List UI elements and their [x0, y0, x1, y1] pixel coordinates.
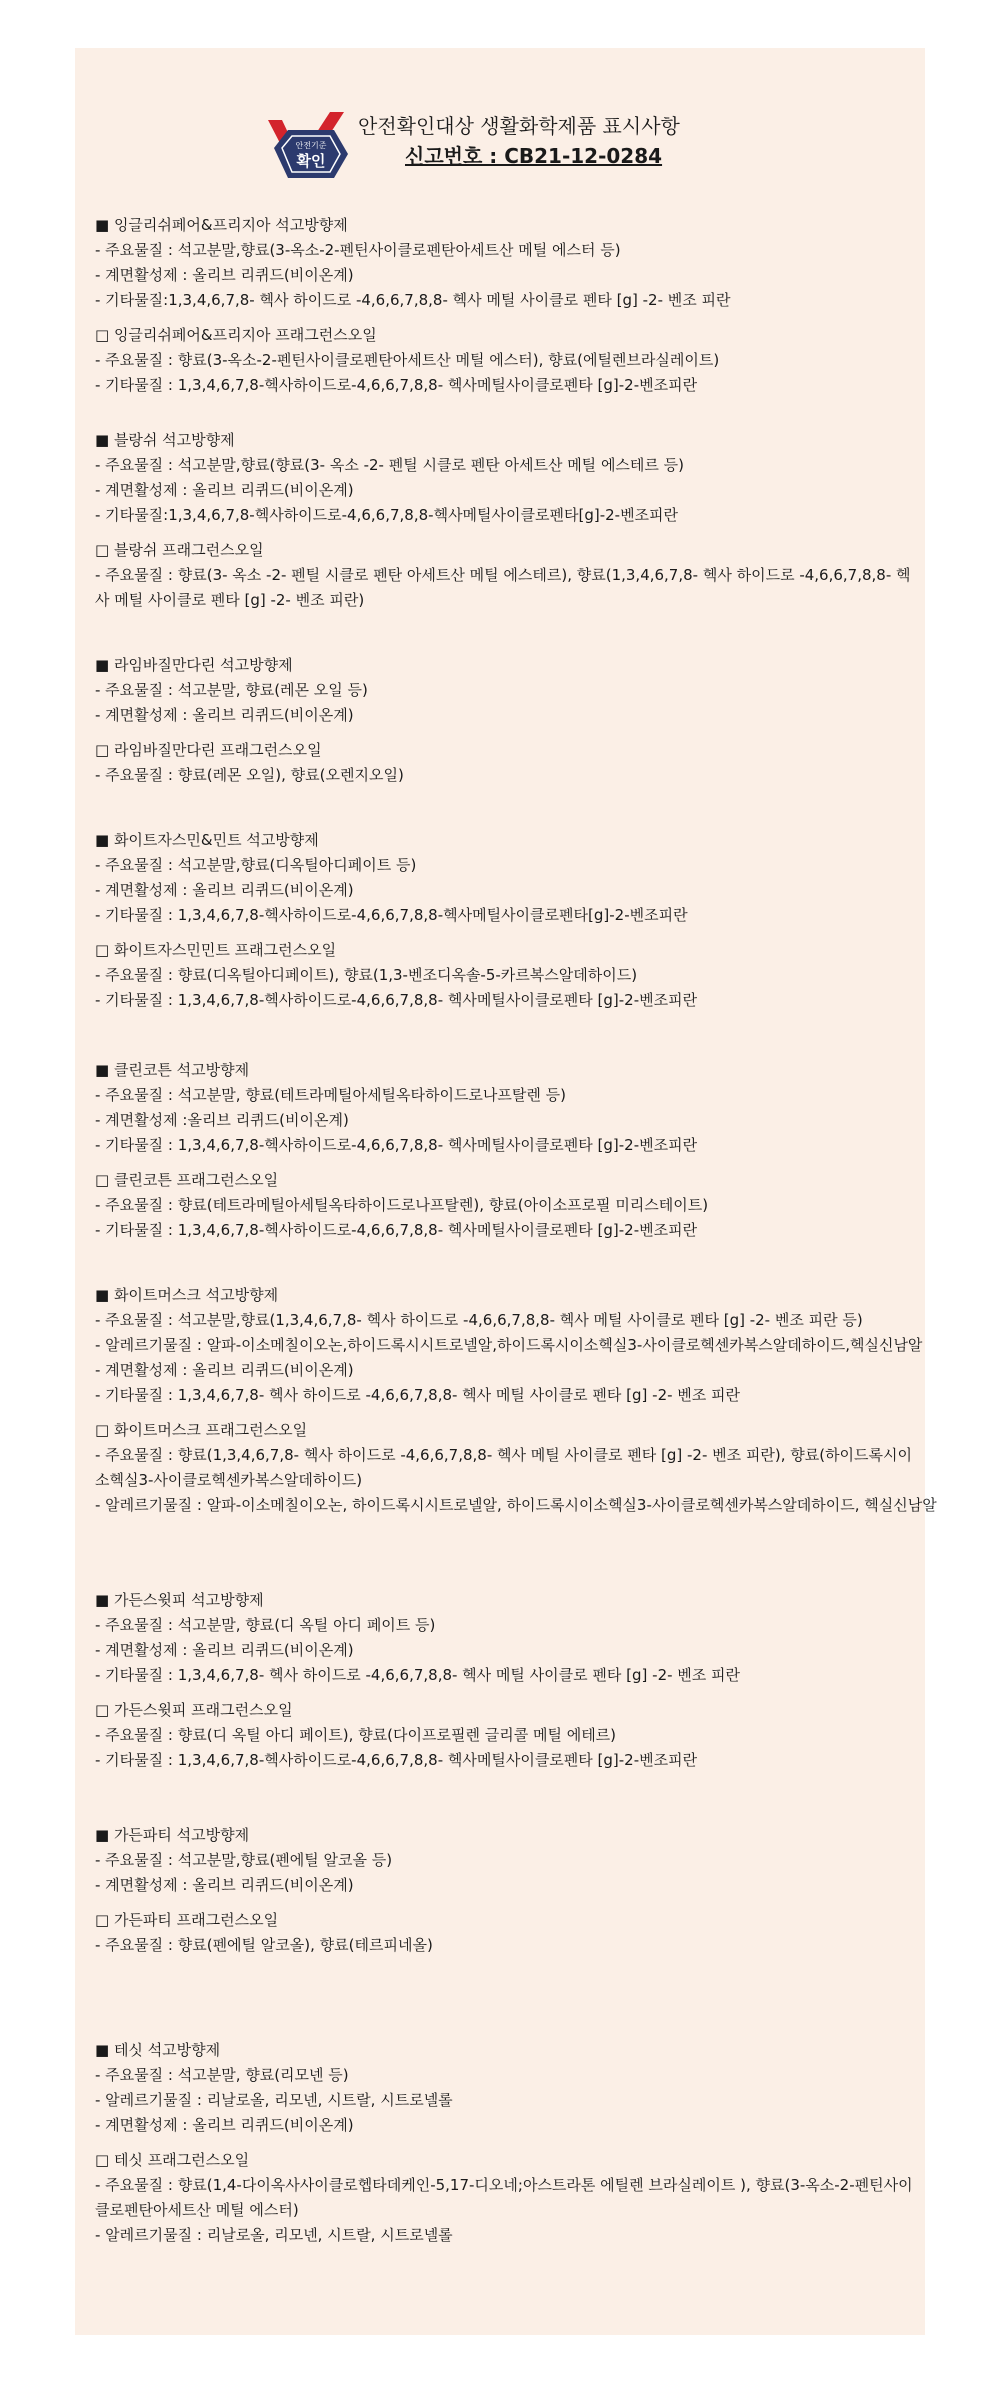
- ingredient-line: - 기타물질 : 1,3,4,6,7,8-헥사하이드로-4,6,6,7,8,8- 헥사메틸사이클로펜타 [g]-2-벤조피란: [95, 1136, 698, 1154]
- product-section: [95, 213, 915, 398]
- product-section: [95, 653, 915, 788]
- ingredient-line: - 주요물질 : 향료(3- 옥소 -2- 펜틸 시클로 펜탄 아세트산 메틸 에스테르), 향료(1,3,4,6,7,8- 헥사 하이드로 -4,6,6,7,8,8- 헥사 메틸 사이클로 펜타 [g] -2- 벤조 피란): [95, 566, 911, 609]
- product-title: ■ 블랑쉬 석고방향제: [95, 431, 235, 449]
- product-section: [95, 1283, 937, 1518]
- ingredient-line: - 기타물질 : 1,3,4,6,7,8- 헥사 하이드로 -4,6,6,7,8,8- 헥사 메틸 사이클로 펜타 [g] -2- 벤조 피란: [95, 1386, 741, 1404]
- ingredient-line: - 계면활성제 : 올리브 리퀴드(비이온계): [95, 1876, 354, 1894]
- ingredient-line: - 주요물질 : 석고분말, 향료(디 옥틸 아디 페이트 등): [95, 1616, 436, 1634]
- product-section: [95, 1823, 915, 1958]
- ingredient-line: - 기타물질:1,3,4,6,7,8- 헥사 하이드로 -4,6,6,7,8,8- 헥사 메틸 사이클로 펜타 [g] -2- 벤조 피란: [95, 291, 731, 309]
- ingredient-line: - 주요물질 : 석고분말,향료(디옥틸아디페이트 등): [95, 856, 417, 874]
- ingredient-line: - 주요물질 : 석고분말,향료(1,3,4,6,7,8- 헥사 하이드로 -4,6,6,7,8,8- 헥사 메틸 사이클로 펜타 [g] -2- 벤조 피란 등): [95, 1311, 863, 1329]
- ingredient-line: - 주요물질 : 향료(테트라메틸아세틸옥타하이드로나프탈렌), 향료(아이소프로필 미리스테이트): [95, 1196, 709, 1214]
- ingredient-line: - 계면활성제 : 올리브 리퀴드(비이온계): [95, 706, 354, 724]
- safety-check-badge-icon: [260, 108, 352, 200]
- ingredient-line: - 기타물질 : 1,3,4,6,7,8-헥사하이드로-4,6,6,7,8,8- 헥사메틸사이클로펜타 [g]-2-벤조피란: [95, 1751, 698, 1769]
- oil-title: □ 화이트머스크 프래그런스오일: [95, 1421, 308, 1439]
- label-header: [75, 100, 925, 220]
- product-title: ■ 테싯 석고방향제: [95, 2041, 221, 2059]
- badge-main-text: 확인: [296, 152, 326, 170]
- ingredient-line: - 주요물질 : 향료(레몬 오일), 향료(오렌지오일): [95, 766, 404, 784]
- product-section: [95, 428, 915, 613]
- registration-number: 신고번호 : CB21-12-0284: [405, 144, 663, 168]
- ingredient-line: - 주요물질 : 석고분말,향료(펜에틸 알코올 등): [95, 1851, 393, 1869]
- ingredient-line: - 계면활성제 : 올리브 리퀴드(비이온계): [95, 881, 354, 899]
- product-section: [95, 2038, 915, 2248]
- ingredient-line: - 주요물질 : 석고분말, 향료(리모넨 등): [95, 2066, 349, 2084]
- ingredient-line: - 주요물질 : 향료(1,3,4,6,7,8- 헥사 하이드로 -4,6,6,7,8,8- 헥사 메틸 사이클로 펜타 [g] -2- 벤조 피란), 향료(하이드록시이소헥실3-사이클로헥센카복스알데하이드): [95, 1446, 913, 1489]
- oil-title: □ 클린코튼 프래그런스오일: [95, 1171, 279, 1189]
- ingredient-line: - 주요물질 : 향료(펜에틸 알코올), 향료(테르피네올): [95, 1936, 433, 1954]
- ingredient-line: - 알레르기물질 : 알파-이소메칠이오논, 하이드록시시트로넬알, 하이드록시이소헥실3-사이클로헥센카복스알데하이드, 헥실신남알: [95, 1496, 937, 1514]
- badge-top-text: 안전기준: [295, 141, 327, 150]
- ingredient-line: - 기타물질 : 1,3,4,6,7,8-헥사하이드로-4,6,6,7,8,8- 헥사메틸사이클로펜타 [g]-2-벤조피란: [95, 1221, 698, 1239]
- oil-title: □ 라임바질만다린 프래그런스오일: [95, 741, 322, 759]
- ingredient-line: - 알레르기물질 : 리날로올, 리모넨, 시트랄, 시트로넬롤: [95, 2091, 453, 2109]
- ingredient-line: - 계면활성제 : 올리브 리퀴드(비이온계): [95, 481, 354, 499]
- ingredient-line: - 주요물질 : 석고분말, 향료(레몬 오일 등): [95, 681, 368, 699]
- ingredient-line: - 계면활성제 : 올리브 리퀴드(비이온계): [95, 1641, 354, 1659]
- ingredient-line: - 기타물질 : 1,3,4,6,7,8-헥사하이드로-4,6,6,7,8,8- 헥사메틸사이클로펜타 [g]-2-벤조피란: [95, 991, 698, 1009]
- label-panel: [75, 48, 937, 2335]
- product-title: ■ 잉글리쉬페어&프리지아 석고방향제: [95, 216, 348, 234]
- oil-title: □ 테싯 프래그런스오일: [95, 2151, 250, 2169]
- ingredient-line: - 주요물질 : 향료(1,4-다이옥사사이클로헵타데케인-5,17-디오네;아스트라톤 에틸렌 브라실레이트 ), 향료(3-옥소-2-펜틴사이클로펜탄아세트산 메틸 에스터): [95, 2176, 913, 2219]
- ingredient-line: - 알레르기물질 : 리날로올, 리모넨, 시트랄, 시트로넬롤: [95, 2226, 453, 2244]
- oil-title: □ 잉글리쉬페어&프리지아 프래그런스오일: [95, 326, 377, 344]
- oil-title: □ 가든파티 프래그런스오일: [95, 1911, 279, 1929]
- product-title: ■ 라임바질만다린 석고방향제: [95, 656, 293, 674]
- product-title: ■ 가든파티 석고방향제: [95, 1826, 250, 1844]
- product-title: ■ 화이트자스민&민트 석고방향제: [95, 831, 319, 849]
- oil-title: □ 가든스윗피 프래그런스오일: [95, 1701, 293, 1719]
- ingredient-line: - 기타물질:1,3,4,6,7,8-헥사하이드로-4,6,6,7,8,8-헥사메틸사이클로펜타[g]-2-벤조피란: [95, 506, 679, 524]
- ingredient-line: - 계면활성제 :올리브 리퀴드(비이온계): [95, 1111, 349, 1129]
- ingredient-line: - 알레르기물질 : 알파-이소메칠이오논,하이드록시시트로넬알,하이드록시이소헥실3-사이클로헥센카복스알데하이드,헥실신남알: [95, 1336, 923, 1354]
- ingredient-line: - 기타물질 : 1,3,4,6,7,8-헥사하이드로-4,6,6,7,8,8-헥사메틸사이클로펜타[g]-2-벤조피란: [95, 906, 688, 924]
- ingredient-line: - 주요물질 : 향료(디옥틸아디페이트), 향료(1,3-벤조디옥솔-5-카르복스알데하이드): [95, 966, 638, 984]
- ingredient-line: - 주요물질 : 석고분말,향료(향료(3- 옥소 -2- 펜틸 시클로 펜탄 아세트산 메틸 에스테르 등): [95, 456, 685, 474]
- ingredient-line: - 주요물질 : 향료(디 옥틸 아디 페이트), 향료(다이프로필렌 글리콜 메틸 에테르): [95, 1726, 617, 1744]
- oil-title: □ 화이트자스민민트 프래그런스오일: [95, 941, 337, 959]
- ingredient-line: - 계면활성제 : 올리브 리퀴드(비이온계): [95, 2116, 354, 2134]
- product-title: ■ 가든스윗피 석고방향제: [95, 1591, 264, 1609]
- ingredient-line: - 기타물질 : 1,3,4,6,7,8-헥사하이드로-4,6,6,7,8,8- 헥사메틸사이클로펜타 [g]-2-벤조피란: [95, 376, 698, 394]
- product-section: [95, 828, 915, 1013]
- ingredient-line: - 주요물질 : 향료(3-옥소-2-펜틴사이클로펜탄아세트산 메틸 에스터), 향료(에틸렌브라실레이트): [95, 351, 720, 369]
- product-section: [95, 1058, 915, 1243]
- ingredient-line: - 주요물질 : 석고분말,향료(3-옥소-2-펜틴사이클로펜탄아세트산 메틸 에스터 등): [95, 241, 621, 259]
- oil-title: □ 블랑쉬 프래그런스오일: [95, 541, 264, 559]
- product-title: ■ 클린코튼 석고방향제: [95, 1061, 250, 1079]
- ingredient-line: - 기타물질 : 1,3,4,6,7,8- 헥사 하이드로 -4,6,6,7,8,8- 헥사 메틸 사이클로 펜타 [g] -2- 벤조 피란: [95, 1666, 741, 1684]
- product-title: ■ 화이트머스크 석고방향제: [95, 1286, 279, 1304]
- ingredient-line: - 계면활성제 : 올리브 리퀴드(비이온계): [95, 1361, 354, 1379]
- label-title: 안전확인대상 생활화학제품 표시사항: [358, 114, 680, 138]
- product-section: [95, 1588, 915, 1773]
- ingredient-line: - 주요물질 : 석고분말, 향료(테트라메틸아세틸옥타하이드로나프탈렌 등): [95, 1086, 566, 1104]
- ingredient-line: - 계면활성제 : 올리브 리퀴드(비이온계): [95, 266, 354, 284]
